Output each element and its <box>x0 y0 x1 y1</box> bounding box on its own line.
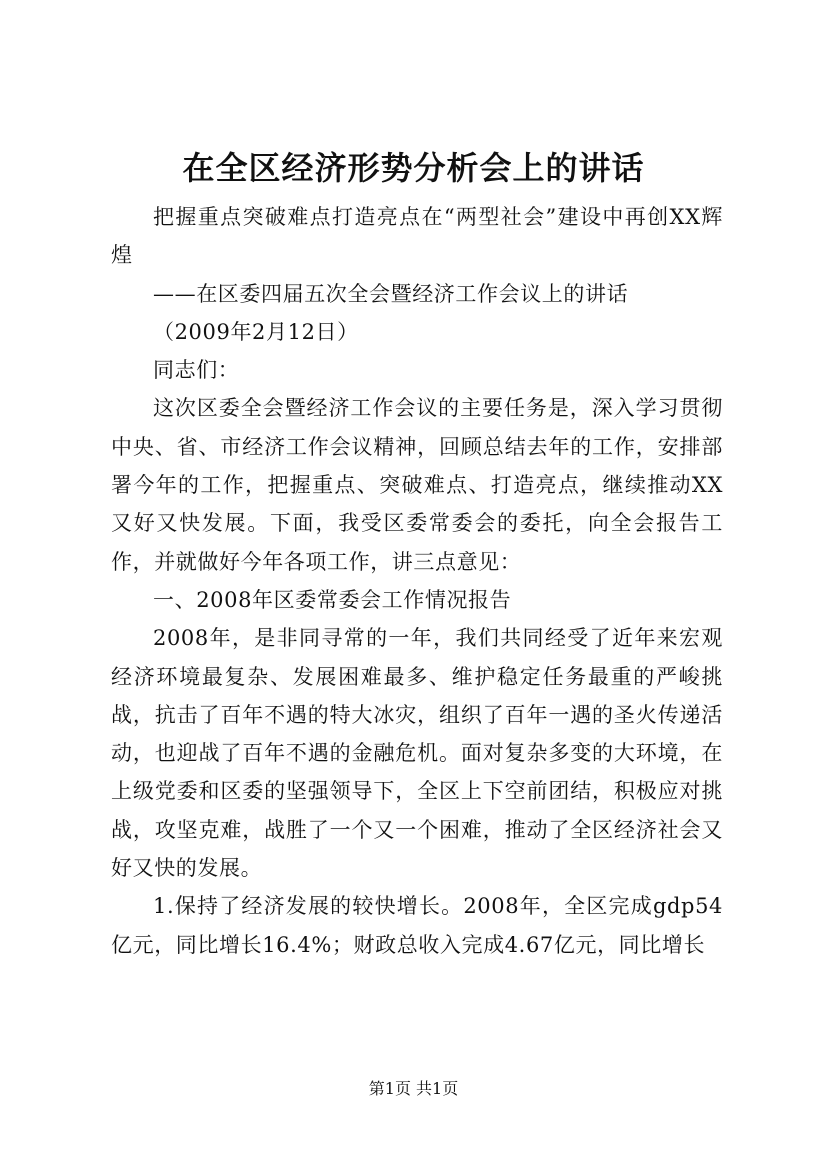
body-paragraph: 这次区委全会暨经济工作会议的主要任务是，深入学习贯彻中央、省、市经济工作会议精神，回顾总结去年的工作，安排部署今年的工作，把握重点、突破难点、打造亮点，继续推动XX又好又快发展。下面，我受区委常委会的委托，向全会报告工作，并就做好今年各项工作，讲三点意见： <box>111 396 723 574</box>
body-paragraph: 2008年，是非同寻常的一年，我们共同经受了近年来宏观经济环境最复杂、发展困难最多、维护稳定任务最重的严峻挑战，抗击了百年不遇的特大冰灾，组织了百年一遇的圣火传递活动，也迎战了百年不遇的金融危机。面对复杂多变的大环境，在上级党委和区委的坚强领导下，全区上下空前团结，积极应对挑战，攻坚克难，战胜了一个又一个困难，推动了全区经济社会又好又快的发展。 <box>111 626 723 881</box>
page-footer: 第1页 共1页 <box>368 1079 459 1098</box>
section-heading: 一、2008年区委常委会工作情况报告 <box>153 587 512 612</box>
speech-date-paragraph: （2009年2月12日） <box>153 319 359 344</box>
salutation-paragraph: 同志们： <box>153 358 240 383</box>
document-body <box>111 198 723 964</box>
subtitle-paragraph: 把握重点突破难点打造亮点在“两型社会”建设中再创XX辉煌 <box>111 205 723 268</box>
document-title: 在全区经济形势分析会上的讲话 <box>182 149 645 187</box>
body-paragraph: 1.保持了经济发展的较快增长。2008年，全区完成gdp54亿元，同比增长16.4%；财政总收入完成4.67亿元，同比增长 <box>111 894 723 957</box>
speech-occasion-paragraph: ——在区委四届五次全会暨经济工作会议上的讲话 <box>153 281 629 306</box>
